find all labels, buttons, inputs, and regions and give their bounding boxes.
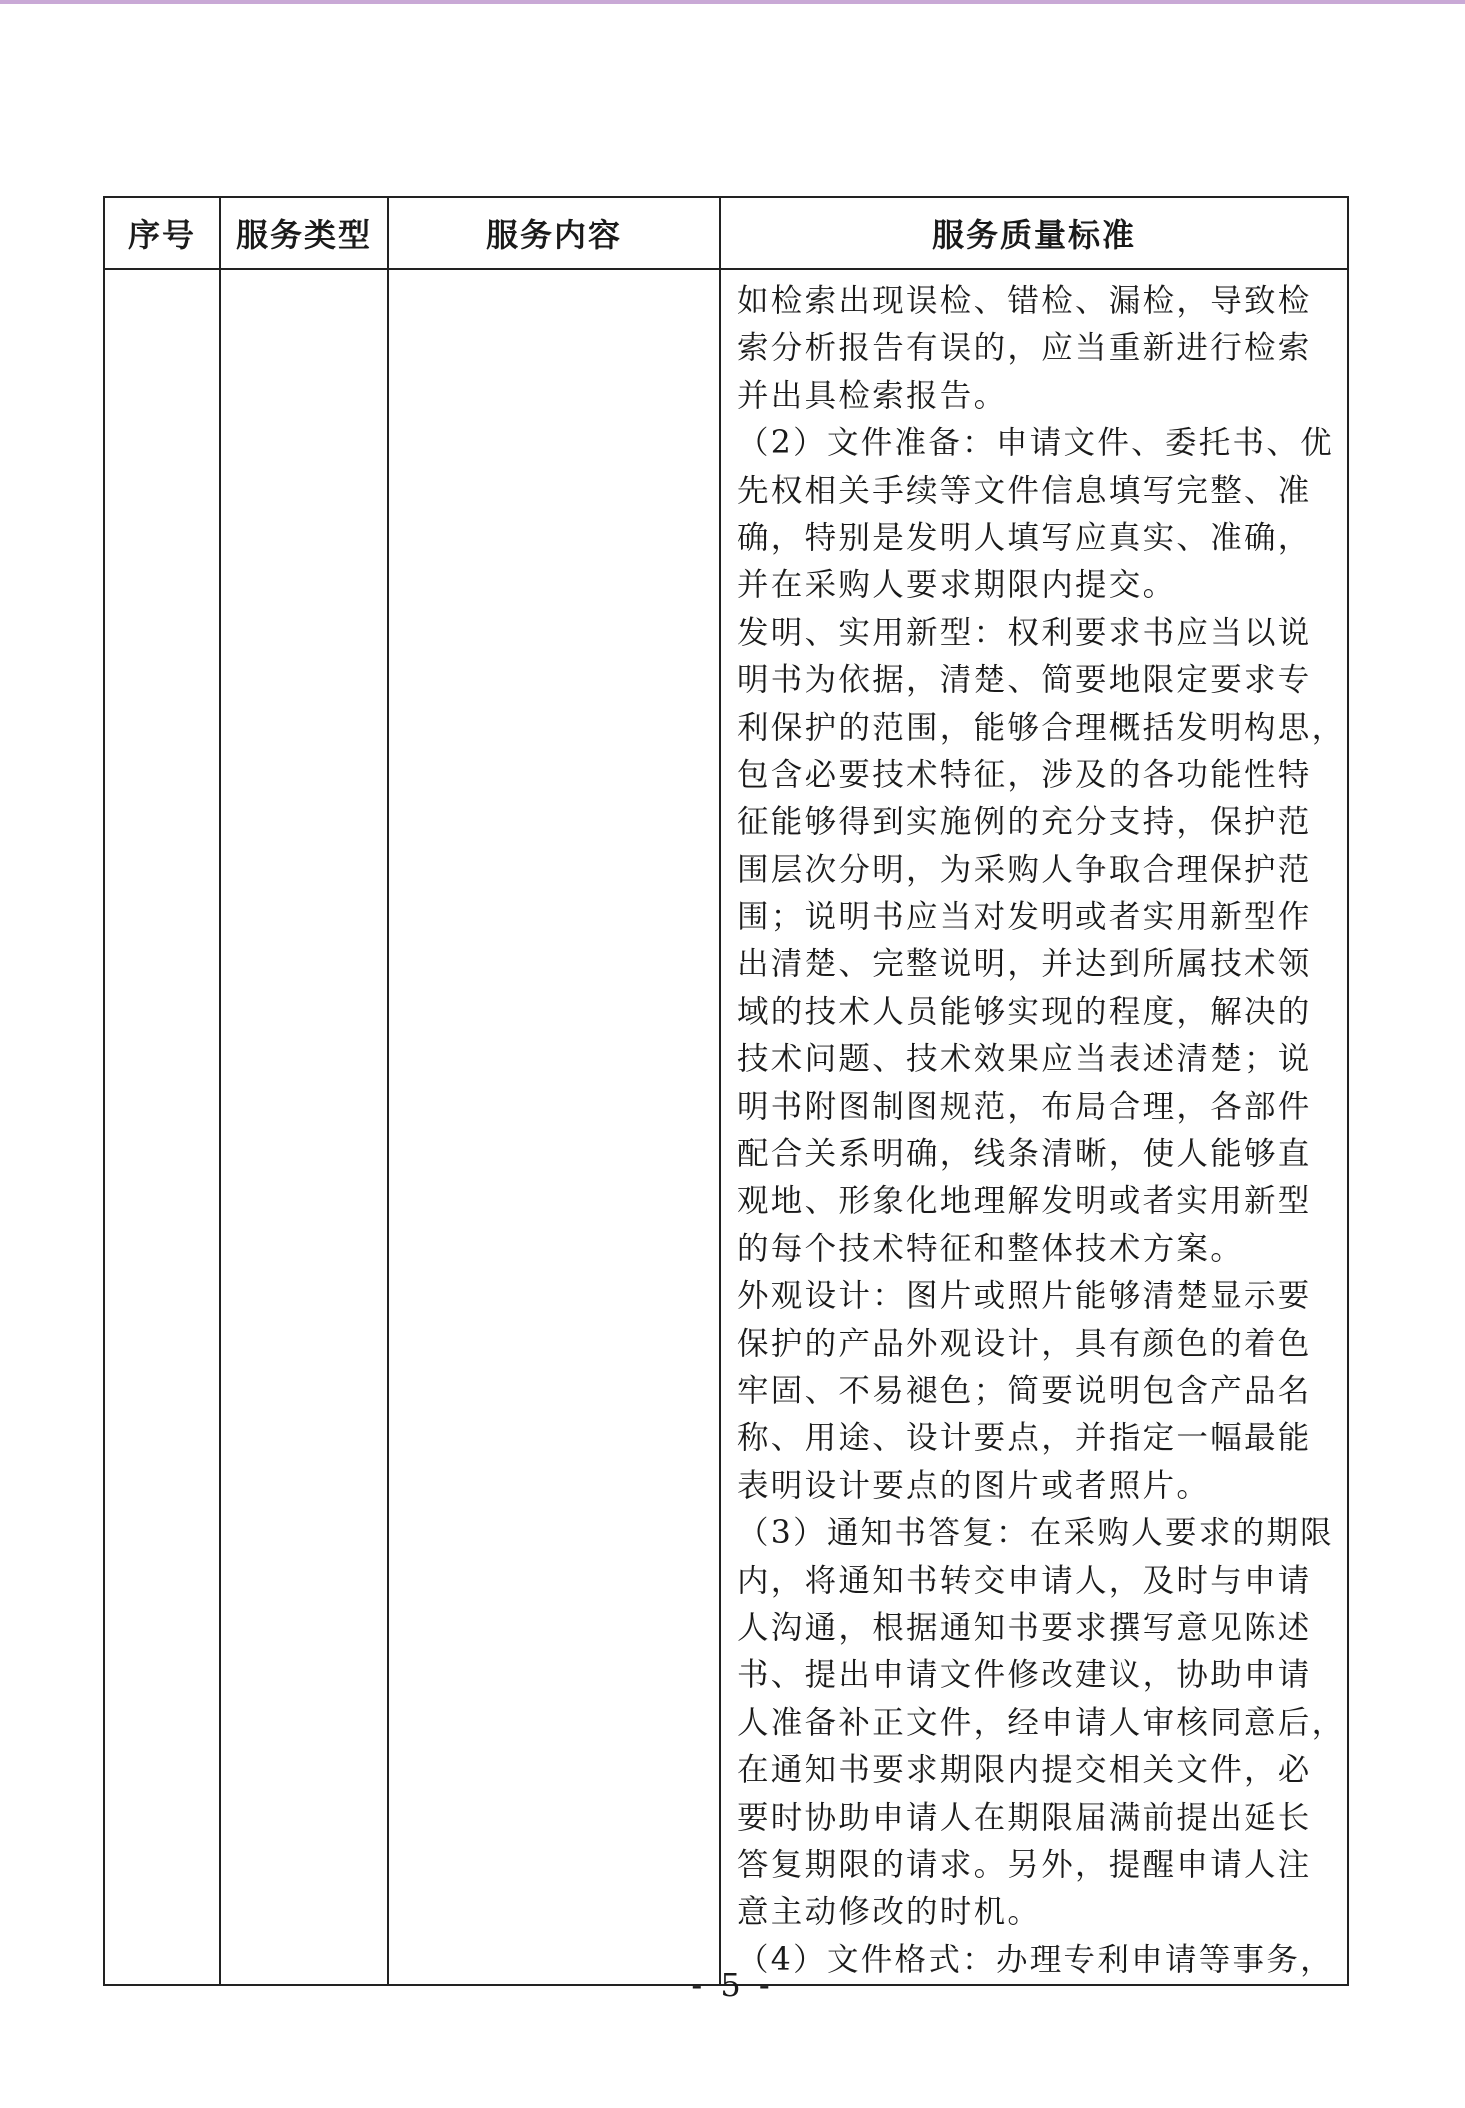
service-standards-table	[103, 196, 1349, 1986]
standard-text-line: 域的技术人员能够实现的程度，解决的	[737, 993, 1312, 1030]
standard-text-line: 外观设计：图片或照片能够清楚显示要	[737, 1278, 1312, 1315]
standard-text-line: 如检索出现误检、错检、漏检，导致检	[737, 283, 1312, 319]
standard-text-line: 内，将通知书转交申请人，及时与申请	[737, 1562, 1312, 1599]
standard-text-line: 观地、形象化地理解发明或者实用新型	[737, 1183, 1312, 1220]
standard-text-line: 明书为依据，清楚、简要地限定要求专	[737, 662, 1312, 699]
standard-text-line: 称、用途、设计要点，并指定一幅最能	[737, 1420, 1312, 1457]
standard-text-line: 配合关系明确，线条清晰，使人能够直	[737, 1136, 1312, 1173]
header-service-type: 服务类型	[220, 197, 388, 269]
cell-service-type	[220, 269, 388, 1985]
standard-text-line: 确，特别是发明人填写应真实、准确，	[737, 519, 1312, 556]
standard-text-line: 并在采购人要求期限内提交。	[737, 567, 1177, 604]
standard-text-line: 明书附图制图规范，布局合理，各部件	[737, 1088, 1312, 1125]
standard-text-line: 围层次分明，为采购人争取合理保护范	[737, 851, 1312, 888]
page-number: - 5 -	[691, 1966, 774, 2004]
quality-standard-text	[737, 278, 1346, 1984]
standard-text-line: 意主动修改的时机。	[737, 1894, 1042, 1931]
header-quality-standard: 服务质量标准	[720, 197, 1348, 269]
standard-text-line: 表明设计要点的图片或者照片。	[737, 1467, 1211, 1504]
standard-text-line: 出清楚、完整说明，并达到所属技术领	[737, 946, 1312, 983]
standard-text-line: 牢固、不易褪色；简要说明包含产品名	[737, 1372, 1312, 1409]
standard-text-line: 征能够得到实施例的充分支持，保护范	[737, 804, 1312, 841]
cell-seq	[104, 269, 220, 1985]
page-top-edge	[0, 0, 1465, 4]
standard-text-line: 利保护的范围，能够合理概括发明构思，	[737, 709, 1346, 746]
standard-text-line: 并出具检索报告。	[737, 377, 1008, 414]
header-service-content: 服务内容	[388, 197, 720, 269]
standard-text-line: 发明、实用新型：权利要求书应当以说	[737, 614, 1312, 651]
standard-text-line: 答复期限的请求。另外，提醒申请人注	[737, 1846, 1312, 1883]
standard-text-line: 包含必要技术特征，涉及的各功能性特	[737, 756, 1312, 793]
standard-text-line: 在通知书要求期限内提交相关文件，必	[737, 1752, 1312, 1789]
standard-text-line: 人准备补正文件，经申请人审核同意后，	[737, 1704, 1346, 1741]
standard-text-line: （2）文件准备：申请文件、委托书、优	[737, 425, 1334, 462]
standard-text-line: （4）文件格式：办理专利申请等事务，	[737, 1941, 1334, 1978]
table-header-row	[104, 197, 1348, 269]
standard-text-line: 围；说明书应当对发明或者实用新型作	[737, 899, 1312, 936]
standard-text-line: 要时协助申请人在期限届满前提出延长	[737, 1799, 1312, 1836]
standard-text-line: 保护的产品外观设计，具有颜色的着色	[737, 1325, 1312, 1362]
standard-text-line: 的每个技术特征和整体技术方案。	[737, 1230, 1245, 1267]
standard-text-line: （3）通知书答复：在采购人要求的期限	[737, 1515, 1334, 1552]
standard-text-line: 书、提出申请文件修改建议，协助申请	[737, 1657, 1312, 1694]
standard-text-line: 索分析报告有误的，应当重新进行检索	[737, 330, 1312, 367]
header-seq: 序号	[104, 197, 220, 269]
standard-text-line: 技术问题、技术效果应当表述清楚；说	[737, 1041, 1312, 1078]
standard-text-line: 先权相关手续等文件信息填写完整、准	[737, 472, 1312, 509]
cell-quality-standard	[720, 269, 1348, 1985]
cell-service-content	[388, 269, 720, 1985]
table-row	[104, 269, 1348, 1985]
standard-text-line: 人沟通，根据通知书要求撰写意见陈述	[737, 1609, 1312, 1646]
